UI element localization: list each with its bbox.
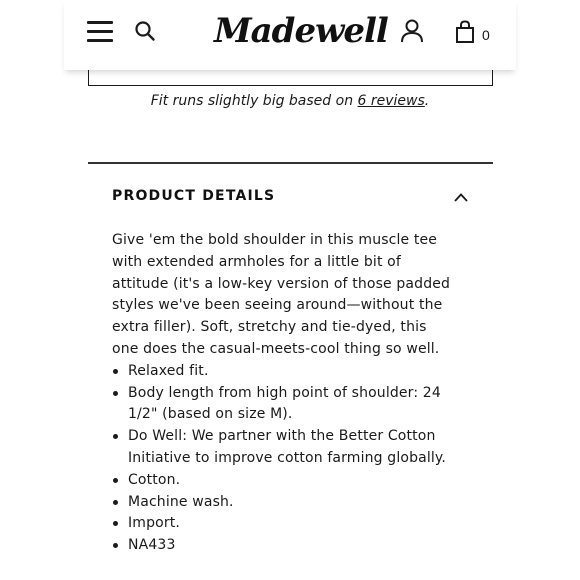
bag-count: 0 [482,27,490,43]
detail-item: Body length from high point of shoulder: 24 1/2" (based on size M). [112,383,452,427]
brand-logo[interactable]: Madewell [214,11,388,51]
product-details-list [112,361,452,557]
detail-item: Import. [112,513,452,535]
menu-icon[interactable] [87,19,113,43]
detail-item: NA433 [112,535,452,557]
product-details-body [112,230,452,557]
search-icon[interactable] [134,20,156,42]
chevron-up-icon[interactable] [452,190,470,204]
detail-item: Cotton. [112,470,452,492]
site-header [64,0,516,70]
detail-item: Machine wash. [112,492,452,514]
fit-note-suffix: . [424,93,430,109]
product-description: Give 'em the bold shoulder in this muscle tee with extended armholes for a little bit of attitude (it's a low-key version of those padded styles we've been seeing around—without the extra filler). Soft, stretchy and tie-dyed, this one does the casual-meets-cool thing so well. [112,232,451,357]
product-details-heading[interactable]: PRODUCT DETAILS [112,188,276,204]
section-divider [88,162,493,164]
detail-item: Relaxed fit. [112,361,452,383]
reviews-link[interactable]: 6 reviews [357,93,425,109]
fit-note-text: Fit runs slightly big based on [150,93,358,109]
fit-note [0,93,580,109]
account-icon[interactable] [400,18,424,44]
bag-icon[interactable] [455,20,475,44]
detail-item: Do Well: We partner with the Better Cotton Initiative to improve cotton farming globally. [112,426,452,470]
